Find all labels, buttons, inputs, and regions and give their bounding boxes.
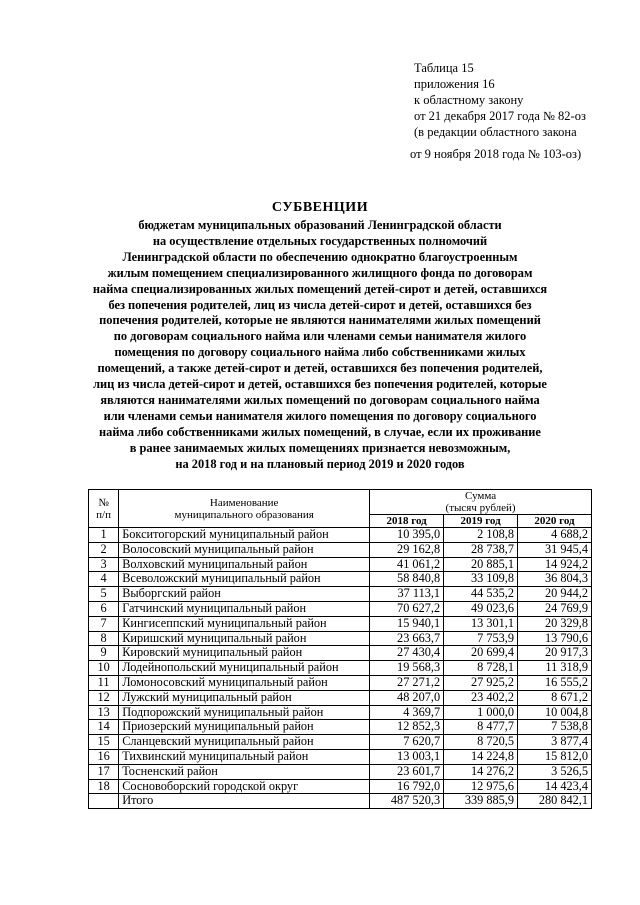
municipality-name: Тихвинский муниципальный район — [119, 749, 370, 764]
amount-2018: 27 430,4 — [370, 646, 444, 661]
amount-2020: 24 769,9 — [518, 601, 592, 616]
amount-2019: 8 728,1 — [444, 661, 518, 676]
table-row — [89, 690, 592, 705]
subtitle-line: без попечения родителей, лиц из числа детей-сирот и детей, оставшихся без — [108, 297, 532, 312]
amount-2019: 33 109,8 — [444, 572, 518, 587]
amount-2018: 41 061,2 — [370, 557, 444, 572]
amount-2020: 31 945,4 — [518, 542, 592, 557]
subtitle-line: или членами семьи нанимателя жилого помещения по договору социального — [103, 408, 537, 423]
subtitle-line: попечения родителей, которые не являются нанимателями жилых помещений — [99, 313, 541, 328]
municipality-name: Волховский муниципальный район — [119, 557, 370, 572]
table-row — [89, 661, 592, 676]
amount-2020: 3 877,4 — [518, 735, 592, 750]
amount-2020: 14 423,4 — [518, 779, 592, 794]
subvention-table — [88, 489, 592, 809]
table-row — [89, 779, 592, 794]
subtitle-line: являются нанимателями жилых помещений по договорам социального найма — [100, 392, 540, 407]
row-number: 16 — [89, 749, 119, 764]
table-row — [89, 572, 592, 587]
subtitle-line: бюджетам муниципальных образований Ленинградской области — [138, 218, 502, 232]
header-line: (в редакции областного закона — [414, 125, 577, 139]
header-line: от 21 декабря 2017 года № 82-оз — [414, 109, 586, 123]
amount-2019: 8 720,5 — [444, 735, 518, 750]
table-row — [89, 646, 592, 661]
col-header-number — [89, 490, 119, 528]
row-number: 9 — [89, 646, 119, 661]
amount-2020: 20 329,8 — [518, 616, 592, 631]
amount-2018: 23 663,7 — [370, 631, 444, 646]
amount-2020: 7 538,8 — [518, 720, 592, 735]
municipality-name: Кингисеппский муниципальный район — [119, 616, 370, 631]
header-line: к областному закону — [414, 93, 524, 107]
amount-2018: 13 003,1 — [370, 749, 444, 764]
municipality-name: Гатчинский муниципальный район — [119, 601, 370, 616]
row-number: 3 — [89, 557, 119, 572]
row-number: 11 — [89, 675, 119, 690]
amount-2020: 3 526,5 — [518, 764, 592, 779]
row-number: 5 — [89, 587, 119, 602]
subtitle-line: найма специализированных жилых помещений детей-сирот и детей, оставшихся — [92, 281, 548, 296]
amount-2018: 58 840,8 — [370, 572, 444, 587]
subtitle-line: на 2018 год и на плановый период 2019 и 2020 годов — [175, 456, 465, 471]
amount-2020: 15 812,0 — [518, 749, 592, 764]
amount-2018: 48 207,0 — [370, 690, 444, 705]
total-2019: 339 885,9 — [444, 794, 518, 809]
amount-2018: 70 627,2 — [370, 601, 444, 616]
subtitle-line: по договорам социального найма или членами семьи нанимателя жилого — [113, 329, 527, 344]
amount-2020: 14 924,2 — [518, 557, 592, 572]
amount-2020: 16 555,2 — [518, 675, 592, 690]
subtitle-line: помещения по договору социального найма либо собственниками жилых — [114, 345, 526, 360]
subtitle-line: в ранее занимаемых жилых помещениях признается невозможным, — [129, 440, 511, 455]
amount-2019: 14 276,2 — [444, 764, 518, 779]
col-header-sum — [370, 490, 592, 515]
amount-2018: 27 271,2 — [370, 675, 444, 690]
col-header-2018: 2018 год — [370, 515, 444, 528]
amount-2020: 11 318,9 — [518, 661, 592, 676]
subtitle-line: на осуществление отдельных государственных полномочий — [152, 233, 488, 248]
municipality-name: Всеволожский муниципальный район — [119, 572, 370, 587]
amount-2020: 36 804,3 — [518, 572, 592, 587]
table-row — [89, 616, 592, 631]
row-number: 1 — [89, 528, 119, 543]
table-row — [89, 528, 592, 543]
amount-2020: 10 004,8 — [518, 705, 592, 720]
table-row — [89, 587, 592, 602]
municipality-name: Выборгский район — [119, 587, 370, 602]
municipality-name: Приозерский муниципальный район — [119, 720, 370, 735]
row-number: 13 — [89, 705, 119, 720]
amount-2018: 29 162,8 — [370, 542, 444, 557]
table-body — [89, 528, 592, 794]
amount-2019: 20 885,1 — [444, 557, 518, 572]
amount-2019: 7 753,9 — [444, 631, 518, 646]
amount-2019: 28 738,7 — [444, 542, 518, 557]
amount-2018: 15 940,1 — [370, 616, 444, 631]
subtitle-line: жилым помещением специализированного жилищного фонда по договорам — [107, 265, 533, 280]
header-line: Таблица 15 — [414, 61, 474, 75]
total-row — [89, 794, 592, 809]
table-row — [89, 764, 592, 779]
table-header-row — [89, 490, 592, 515]
subtitle-line: Ленинградской области по обеспечению однократно благоустроенным — [122, 249, 518, 264]
row-number: 7 — [89, 616, 119, 631]
amount-2018: 37 113,1 — [370, 587, 444, 602]
amount-2018: 16 792,0 — [370, 779, 444, 794]
amount-2020: 8 671,2 — [518, 690, 592, 705]
amount-2019: 49 023,6 — [444, 601, 518, 616]
amount-2019: 23 402,2 — [444, 690, 518, 705]
municipality-name: Сланцевский муниципальный район — [119, 735, 370, 750]
col-header-2019: 2019 год — [444, 515, 518, 528]
total-2018: 487 520,3 — [370, 794, 444, 809]
col-header-name-text: Наименование муниципального образования — [174, 496, 314, 521]
municipality-name: Подпорожский муниципальный район — [119, 705, 370, 720]
table-row — [89, 542, 592, 557]
amount-2019: 27 925,2 — [444, 675, 518, 690]
table-row — [89, 601, 592, 616]
document-title: СУБВЕНЦИИ — [271, 200, 369, 215]
row-number: 4 — [89, 572, 119, 587]
municipality-name: Лодейнопольский муниципальный район — [119, 661, 370, 676]
row-number: 10 — [89, 661, 119, 676]
document-subtitle — [80, 218, 560, 473]
amount-2019: 44 535,2 — [444, 587, 518, 602]
row-number: 14 — [89, 720, 119, 735]
municipality-name: Кировский муниципальный район — [119, 646, 370, 661]
amount-2019: 14 224,8 — [444, 749, 518, 764]
total-2020: 280 842,1 — [518, 794, 592, 809]
row-number: 12 — [89, 690, 119, 705]
row-number: 15 — [89, 735, 119, 750]
amount-2019: 1 000,0 — [444, 705, 518, 720]
amount-2018: 19 568,3 — [370, 661, 444, 676]
amount-2018: 10 395,0 — [370, 528, 444, 543]
table-row — [89, 675, 592, 690]
amount-2019: 8 477,7 — [444, 720, 518, 735]
subtitle-line: найма либо собственниками жилых помещений, в случае, если их проживание — [99, 424, 541, 439]
row-number: 17 — [89, 764, 119, 779]
municipality-name: Сосновоборский городской округ — [119, 779, 370, 794]
table-row — [89, 749, 592, 764]
amount-2019: 13 301,1 — [444, 616, 518, 631]
municipality-name: Тосненский район — [119, 764, 370, 779]
row-number: 18 — [89, 779, 119, 794]
table-row — [89, 720, 592, 735]
municipality-name: Ломоносовский муниципальный район — [119, 675, 370, 690]
amount-2019: 12 975,6 — [444, 779, 518, 794]
total-label: Итого — [119, 794, 370, 809]
municipality-name: Волосовский муниципальный район — [119, 542, 370, 557]
subtitle-line: лиц из числа детей-сирот и детей, оставшихся без попечения родителей, которые — [93, 377, 547, 392]
amount-2019: 20 699,4 — [444, 646, 518, 661]
amount-2020: 20 944,2 — [518, 587, 592, 602]
amount-2020: 20 917,3 — [518, 646, 592, 661]
total-number-cell — [89, 794, 119, 809]
table-row — [89, 705, 592, 720]
row-number: 6 — [89, 601, 119, 616]
amount-2018: 23 601,7 — [370, 764, 444, 779]
amount-2019: 2 108,8 — [444, 528, 518, 543]
col-header-name — [119, 490, 370, 528]
table-row — [89, 735, 592, 750]
municipality-name: Бокситогорский муниципальный район — [119, 528, 370, 543]
subtitle-line: помещений, а также детей-сирот и детей, оставшихся без попечения родителей, — [97, 361, 543, 376]
law-reference-block — [410, 60, 586, 162]
header-line: от 9 ноября 2018 года № 103-оз) — [410, 147, 582, 161]
amount-2018: 4 369,7 — [370, 705, 444, 720]
header-line: приложения 16 — [414, 77, 495, 91]
col-header-number-text: № п/п — [96, 496, 112, 521]
row-number: 2 — [89, 542, 119, 557]
amount-2018: 7 620,7 — [370, 735, 444, 750]
municipality-name: Лужский муниципальный район — [119, 690, 370, 705]
col-header-2020: 2020 год — [518, 515, 592, 528]
row-number: 8 — [89, 631, 119, 646]
col-header-sum-text: Сумма (тысяч рублей) — [445, 490, 516, 514]
amount-2018: 12 852,3 — [370, 720, 444, 735]
amount-2020: 4 688,2 — [518, 528, 592, 543]
table-row — [89, 557, 592, 572]
table-row — [89, 631, 592, 646]
municipality-name: Киришский муниципальный район — [119, 631, 370, 646]
amount-2020: 13 790,6 — [518, 631, 592, 646]
